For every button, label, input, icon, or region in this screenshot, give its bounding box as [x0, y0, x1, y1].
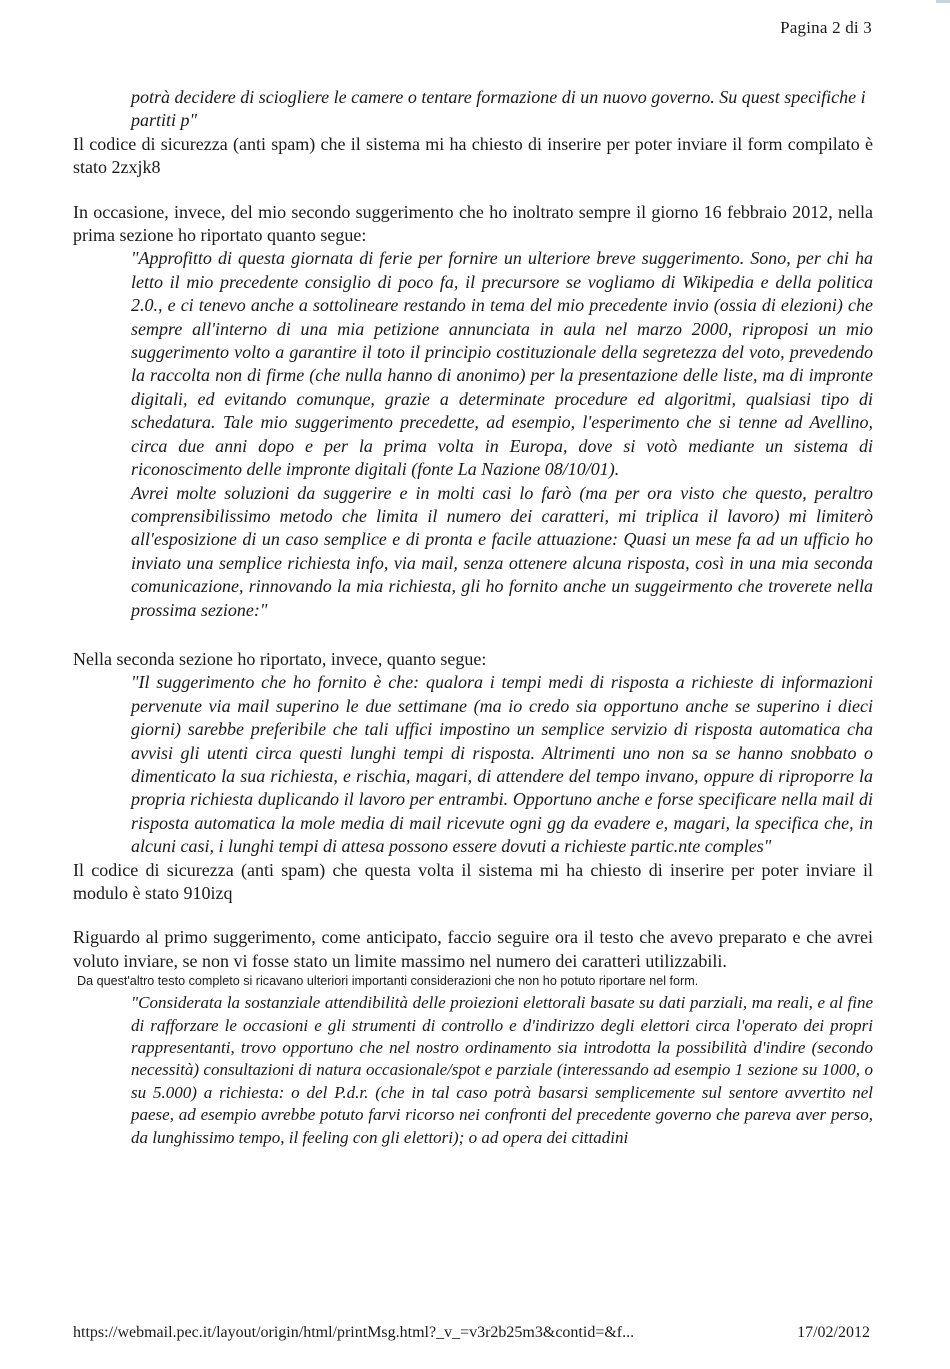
- second-section-intro: Nella seconda sezione ho riportato, invece, quanto segue:: [73, 648, 487, 669]
- full-text-quote: "Considerata la sostanziale attendibilità delle proiezioni elettorali basate su dati parziali, ma reali, e al fine di rafforzare le occasioni e gli strumenti di controllo e d'indirizzo degli elettori circa l'operato dei propri rappresentanti, trovo opportuno che nel nostro ordinamento sia introdotta la possibilità d'indire (secondo necessità) consultazioni di natura occasionale/spot e parziale (interessando ad esempio 1 sezione su 1000, o su 5.000) a richiesta: o del P.d.r. (che in tal caso potrà basarsi semplicemente sul sentore avvertito nel paese, ad esempio avrebbe potuto farvi ricorso nei confronti del precedente governo che pareva aver perso, da lunghissimo tempo, il feeling con gli elettori); o ad opera dei cittadini: [131, 993, 873, 1147]
- quote-continuation: potrà decidere di sciogliere le camere o tentare formazione di un nuovo governo. Su quest specifiche i partiti p": [131, 87, 866, 131]
- full-text-note: Da quest'altro testo completo si ricavano ulteriori importanti considerazioni che non ho potuto riportare nel form.: [77, 974, 699, 989]
- page-number: Pagina 2 di 3: [780, 18, 872, 37]
- quote-section-2: "Il suggerimento che ho fornito è che: qualora i tempi medi di risposta a richieste di informazioni pervenute via mail superino le due settimane (ma io credo sia opportuno anche se superino i dieci giorni) sarebbe preferibile che tali uffici impostino un semplice servizio di risposta automatica cha avvisi gli utenti circa questi lunghi tempi di risposta. Altrimenti uno non sa se hanno snobbato o dimenticato la sua richiesta, e rischia, magari, di attendere del tempo invano, oppure di riproporre la propria richiesta duplicando il lavoro per entrambi. Opportuno anche e forse specificare nella mail di risposta automatica la mole media di mail ricevute ogni gg da evadere e, magari, la specifica che, in alcuni casi, i lunghi tempi di attesa possono essere dovuti a richieste partic.nte comples": [131, 672, 873, 857]
- first-suggestion-paragraph: Riguardo al primo suggerimento, come anticipato, faccio seguire ora il testo che avevo preparato e che avrei voluto inviare, se non vi fosse stato un limite massimo nel numero dei caratteri utilizzabili.: [73, 927, 873, 971]
- security-code-paragraph-1: Il codice di sicurezza (anti spam) che il sistema mi ha chiesto di inserire per poter inviare il form compilato è stato 2zxjk8: [73, 133, 873, 178]
- footer-url: https://webmail.pec.it/layout/origin/html/printMsg.html?_v_=v3r2b25m3&contid=&f...: [73, 1324, 635, 1341]
- document-body: [73, 86, 873, 1149]
- scan-edge-mark: [936, 0, 950, 3]
- quote-section-1-part-1: "Approfitto di questa giornata di ferie per fornire un ulteriore breve suggerimento. Sono, per chi ha letto il mio precedente consiglio di poco fa, il precursore se vogliamo di Wikipedia e della politica 2.0., e ci tenevo anche a sottolineare restando in tema del mio precedente invio (ossia di elezioni) che sempre all'interno di una mia petizione annunciata in aula nel marzo 2000, riproposi un mio suggerimento volto a garantire il toto il principio costituzionale della segretezza del voto, prevedendo la raccolta non di firme (che nulla hanno di anonimo) per la presentazione delle liste, ma di impronte digitali, ed evitando comunque, grazie a determinate procedure ed algoritmi, qualsiasi tipo di schedatura. Tale mio suggerimento precedette, ad esempio, l'esperimento che si tenne ad Avellino, circa due anni dopo e per la prima volta in Europa, dove si votò mediante un sistema di riconoscimento delle impronte digitali (fonte La Nazione 08/10/01).: [131, 248, 873, 480]
- security-code-paragraph-2: Il codice di sicurezza (anti spam) che questa volta il sistema mi ha chiesto di inserire per poter inviare il modulo è stato 910izq: [73, 859, 873, 903]
- quote-section-1-part-2: Avrei molte soluzioni da suggerire e in molti casi lo farò (ma per ora visto che questo, peraltro comprensibilissimo metodo che limita il numero dei caratteri, mi triplica il lavoro) mi limiterò all'esposizione di un caso semplice e di pronta e facile attuazione: Quasi un mese fa ad un ufficio ho inviato una semplice richiesta info, via mail, senza ottenere alcuna risposta, così in una mia seconda comunicazione, rinnovando la mia richiesta, gli ho fornito anche un suggeirmento che troverete nella prossima sezione:": [131, 482, 873, 620]
- second-suggestion-intro: In occasione, invece, del mio secondo suggerimento che ho inoltrato sempre il giorno 16 febbraio 2012, nella prima sezione ho riportato quanto segue:: [73, 201, 873, 246]
- footer-date: 17/02/2012: [797, 1324, 870, 1341]
